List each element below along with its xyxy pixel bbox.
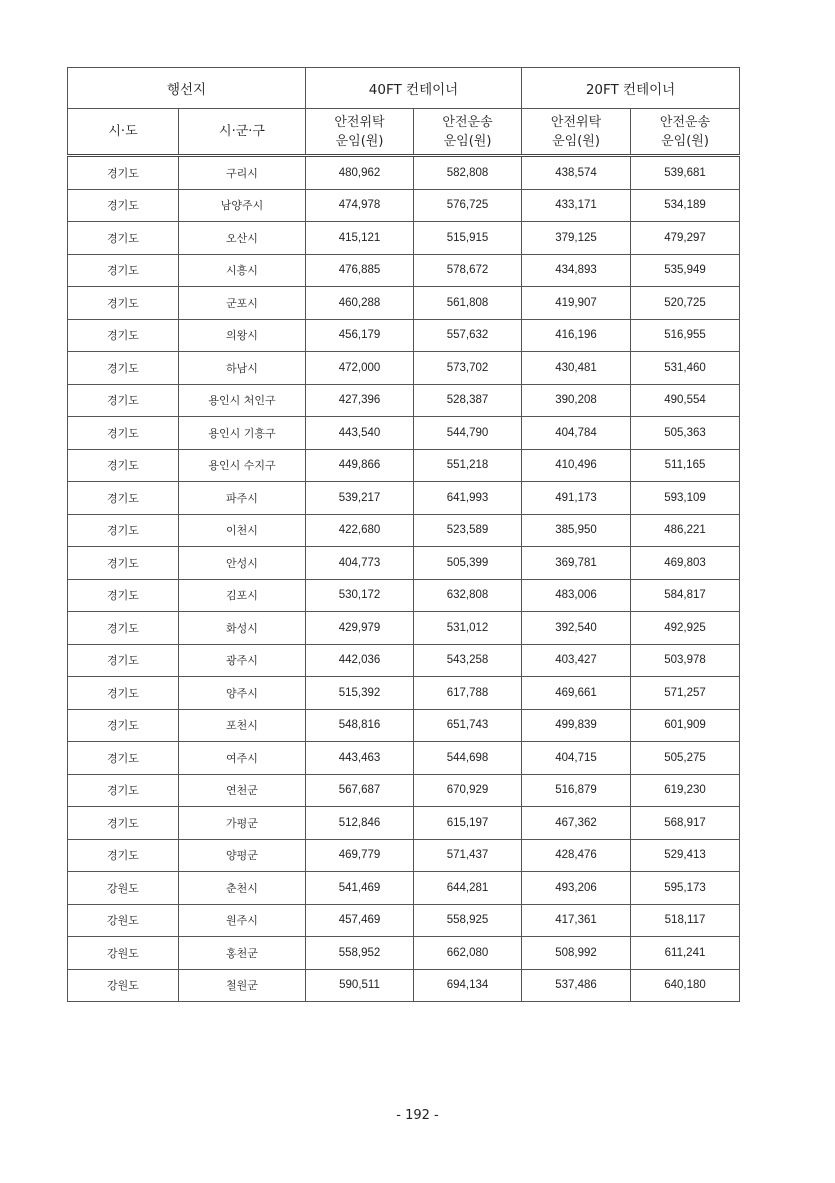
cell-20ft-consign-rate: 410,496 — [522, 449, 631, 482]
cell-sigungu: 김포시 — [179, 579, 306, 612]
header-20ft-transport-line1: 안전운송 — [659, 114, 711, 130]
page-number: - 192 - — [396, 1108, 439, 1123]
cell-sigungu: 춘천시 — [179, 872, 306, 905]
cell-20ft-consign-rate: 403,427 — [522, 644, 631, 677]
cell-20ft-consign-rate: 516,879 — [522, 774, 631, 807]
cell-sido: 경기도 — [68, 156, 179, 190]
cell-40ft-consign-rate: 548,816 — [306, 709, 414, 742]
cell-20ft-consign-rate: 428,476 — [522, 839, 631, 872]
cell-20ft-transport-rate: 516,955 — [631, 319, 740, 352]
cell-40ft-transport-rate: 531,012 — [414, 612, 522, 645]
cell-40ft-transport-rate: 615,197 — [414, 807, 522, 840]
cell-sigungu: 화성시 — [179, 612, 306, 645]
cell-40ft-consign-rate: 476,885 — [306, 254, 414, 287]
cell-40ft-consign-rate: 469,779 — [306, 839, 414, 872]
cell-20ft-consign-rate: 416,196 — [522, 319, 631, 352]
freight-rate-table — [67, 67, 740, 1002]
cell-40ft-transport-rate: 544,698 — [414, 742, 522, 775]
cell-40ft-consign-rate: 422,680 — [306, 514, 414, 547]
table-row — [68, 449, 740, 482]
cell-sigungu: 원주시 — [179, 904, 306, 937]
cell-20ft-consign-rate: 419,907 — [522, 287, 631, 320]
cell-40ft-consign-rate: 480,962 — [306, 156, 414, 190]
cell-40ft-transport-rate: 557,632 — [414, 319, 522, 352]
cell-sido: 경기도 — [68, 222, 179, 255]
cell-40ft-consign-rate: 449,866 — [306, 449, 414, 482]
cell-20ft-transport-rate: 568,917 — [631, 807, 740, 840]
table-row — [68, 514, 740, 547]
header-20ft-container: 20FT 컨테이너 — [522, 68, 740, 109]
cell-sigungu: 포천시 — [179, 709, 306, 742]
cell-40ft-transport-rate: 561,808 — [414, 287, 522, 320]
header-20ft-consign-line2: 운임(원) — [552, 133, 600, 149]
cell-sigungu: 이천시 — [179, 514, 306, 547]
cell-sido: 경기도 — [68, 319, 179, 352]
cell-sido: 경기도 — [68, 417, 179, 450]
header-40ft-transport — [414, 109, 522, 156]
table-row — [68, 222, 740, 255]
table-row — [68, 287, 740, 320]
cell-20ft-consign-rate: 430,481 — [522, 352, 631, 385]
cell-sigungu: 시흥시 — [179, 254, 306, 287]
cell-40ft-transport-rate: 662,080 — [414, 937, 522, 970]
cell-20ft-transport-rate: 490,554 — [631, 384, 740, 417]
table-row — [68, 384, 740, 417]
cell-20ft-transport-rate: 511,165 — [631, 449, 740, 482]
cell-40ft-consign-rate: 404,773 — [306, 547, 414, 580]
cell-40ft-consign-rate: 460,288 — [306, 287, 414, 320]
cell-20ft-transport-rate: 469,803 — [631, 547, 740, 580]
cell-sigungu: 철원군 — [179, 969, 306, 1002]
cell-sido: 경기도 — [68, 547, 179, 580]
table-row — [68, 254, 740, 287]
cell-40ft-consign-rate: 443,463 — [306, 742, 414, 775]
cell-40ft-consign-rate: 590,511 — [306, 969, 414, 1002]
cell-20ft-consign-rate: 390,208 — [522, 384, 631, 417]
cell-20ft-transport-rate: 571,257 — [631, 677, 740, 710]
cell-40ft-consign-rate: 443,540 — [306, 417, 414, 450]
cell-20ft-transport-rate: 640,180 — [631, 969, 740, 1002]
cell-40ft-transport-rate: 551,218 — [414, 449, 522, 482]
table-row — [68, 644, 740, 677]
header-40ft-transport-line2: 운임(원) — [443, 133, 492, 149]
cell-20ft-consign-rate: 417,361 — [522, 904, 631, 937]
cell-sido: 경기도 — [68, 742, 179, 775]
cell-sido: 경기도 — [68, 807, 179, 840]
cell-20ft-consign-rate: 379,125 — [522, 222, 631, 255]
table-row — [68, 839, 740, 872]
cell-20ft-transport-rate: 534,189 — [631, 189, 740, 222]
cell-20ft-consign-rate: 537,486 — [522, 969, 631, 1002]
cell-20ft-transport-rate: 492,925 — [631, 612, 740, 645]
cell-sigungu: 하남시 — [179, 352, 306, 385]
cell-sigungu: 용인시 처인구 — [179, 384, 306, 417]
cell-20ft-transport-rate: 529,413 — [631, 839, 740, 872]
cell-sigungu: 의왕시 — [179, 319, 306, 352]
cell-sigungu: 용인시 수지구 — [179, 449, 306, 482]
cell-sigungu: 용인시 기흥구 — [179, 417, 306, 450]
cell-40ft-consign-rate: 530,172 — [306, 579, 414, 612]
cell-40ft-consign-rate: 456,179 — [306, 319, 414, 352]
cell-40ft-transport-rate: 694,134 — [414, 969, 522, 1002]
table-row — [68, 417, 740, 450]
table-row — [68, 969, 740, 1002]
cell-20ft-consign-rate: 434,893 — [522, 254, 631, 287]
cell-sigungu: 여주시 — [179, 742, 306, 775]
cell-20ft-transport-rate: 486,221 — [631, 514, 740, 547]
cell-20ft-transport-rate: 535,949 — [631, 254, 740, 287]
table-row — [68, 677, 740, 710]
cell-20ft-transport-rate: 611,241 — [631, 937, 740, 970]
cell-20ft-consign-rate: 438,574 — [522, 156, 631, 190]
header-20ft-transport-line2: 운임(원) — [661, 133, 709, 149]
cell-40ft-transport-rate: 558,925 — [414, 904, 522, 937]
cell-40ft-transport-rate: 528,387 — [414, 384, 522, 417]
table-row — [68, 352, 740, 385]
cell-20ft-transport-rate: 505,363 — [631, 417, 740, 450]
cell-sido: 경기도 — [68, 287, 179, 320]
cell-40ft-transport-rate: 644,281 — [414, 872, 522, 905]
cell-40ft-transport-rate: 523,589 — [414, 514, 522, 547]
cell-sido: 경기도 — [68, 677, 179, 710]
table-row — [68, 156, 740, 190]
cell-20ft-consign-rate: 493,206 — [522, 872, 631, 905]
cell-sido: 경기도 — [68, 774, 179, 807]
cell-20ft-transport-rate: 503,978 — [631, 644, 740, 677]
table-row — [68, 579, 740, 612]
header-destination: 행선지 — [68, 68, 306, 109]
header-20ft-consign-line1: 안전위탁 — [550, 114, 602, 130]
cell-20ft-consign-rate: 369,781 — [522, 547, 631, 580]
cell-40ft-consign-rate: 429,979 — [306, 612, 414, 645]
cell-sigungu: 홍천군 — [179, 937, 306, 970]
table-row — [68, 547, 740, 580]
cell-40ft-transport-rate: 571,437 — [414, 839, 522, 872]
cell-20ft-transport-rate: 619,230 — [631, 774, 740, 807]
table-row — [68, 807, 740, 840]
cell-sigungu: 구리시 — [179, 156, 306, 190]
header-40ft-consign-line2: 운임(원) — [335, 133, 384, 149]
cell-20ft-transport-rate: 520,725 — [631, 287, 740, 320]
table-row — [68, 612, 740, 645]
cell-20ft-consign-rate: 467,362 — [522, 807, 631, 840]
cell-sigungu: 오산시 — [179, 222, 306, 255]
cell-40ft-transport-rate: 578,672 — [414, 254, 522, 287]
cell-sigungu: 남양주시 — [179, 189, 306, 222]
cell-sigungu: 양주시 — [179, 677, 306, 710]
cell-20ft-consign-rate: 404,784 — [522, 417, 631, 450]
table-row — [68, 774, 740, 807]
table-row — [68, 189, 740, 222]
cell-40ft-transport-rate: 641,993 — [414, 482, 522, 515]
header-sido: 시·도 — [68, 109, 179, 156]
cell-40ft-consign-rate: 472,000 — [306, 352, 414, 385]
cell-sido: 경기도 — [68, 644, 179, 677]
cell-40ft-consign-rate: 515,392 — [306, 677, 414, 710]
cell-sido: 경기도 — [68, 839, 179, 872]
cell-sido: 경기도 — [68, 579, 179, 612]
cell-sigungu: 군포시 — [179, 287, 306, 320]
cell-40ft-consign-rate: 539,217 — [306, 482, 414, 515]
header-40ft-consign — [306, 109, 414, 156]
cell-sigungu: 연천군 — [179, 774, 306, 807]
cell-sido: 경기도 — [68, 482, 179, 515]
cell-sido: 경기도 — [68, 449, 179, 482]
cell-40ft-consign-rate: 415,121 — [306, 222, 414, 255]
cell-sido: 경기도 — [68, 612, 179, 645]
cell-sigungu: 양평군 — [179, 839, 306, 872]
cell-sido: 강원도 — [68, 937, 179, 970]
header-20ft-transport — [631, 109, 740, 156]
table-row — [68, 904, 740, 937]
cell-sido: 경기도 — [68, 254, 179, 287]
cell-sido: 경기도 — [68, 709, 179, 742]
cell-20ft-consign-rate: 385,950 — [522, 514, 631, 547]
cell-40ft-transport-rate: 670,929 — [414, 774, 522, 807]
cell-20ft-consign-rate: 404,715 — [522, 742, 631, 775]
header-row-columns — [68, 109, 740, 156]
cell-20ft-consign-rate: 392,540 — [522, 612, 631, 645]
cell-20ft-consign-rate: 491,173 — [522, 482, 631, 515]
cell-40ft-transport-rate: 632,808 — [414, 579, 522, 612]
cell-20ft-transport-rate: 531,460 — [631, 352, 740, 385]
cell-40ft-transport-rate: 617,788 — [414, 677, 522, 710]
cell-40ft-transport-rate: 651,743 — [414, 709, 522, 742]
cell-40ft-transport-rate: 582,808 — [414, 156, 522, 190]
cell-sido: 경기도 — [68, 384, 179, 417]
cell-40ft-consign-rate: 567,687 — [306, 774, 414, 807]
cell-20ft-consign-rate: 508,992 — [522, 937, 631, 970]
cell-40ft-transport-rate: 576,725 — [414, 189, 522, 222]
cell-40ft-consign-rate: 457,469 — [306, 904, 414, 937]
cell-40ft-transport-rate: 544,790 — [414, 417, 522, 450]
cell-sido: 강원도 — [68, 969, 179, 1002]
cell-sido: 강원도 — [68, 904, 179, 937]
cell-20ft-consign-rate: 483,006 — [522, 579, 631, 612]
cell-20ft-consign-rate: 469,661 — [522, 677, 631, 710]
table-row — [68, 742, 740, 775]
cell-40ft-consign-rate: 558,952 — [306, 937, 414, 970]
cell-20ft-transport-rate: 593,109 — [631, 482, 740, 515]
cell-sido: 경기도 — [68, 514, 179, 547]
header-20ft-consign — [522, 109, 631, 156]
table-row — [68, 482, 740, 515]
cell-40ft-transport-rate: 573,702 — [414, 352, 522, 385]
cell-sigungu: 가평군 — [179, 807, 306, 840]
header-40ft-consign-line1: 안전위탁 — [334, 114, 385, 130]
table-row — [68, 937, 740, 970]
cell-40ft-consign-rate: 442,036 — [306, 644, 414, 677]
cell-sido: 강원도 — [68, 872, 179, 905]
cell-40ft-consign-rate: 474,978 — [306, 189, 414, 222]
table-body — [68, 156, 740, 1002]
cell-sido: 경기도 — [68, 352, 179, 385]
table-row — [68, 872, 740, 905]
header-40ft-transport-line1: 안전운송 — [442, 114, 493, 130]
cell-40ft-consign-rate: 512,846 — [306, 807, 414, 840]
table-row — [68, 709, 740, 742]
cell-40ft-transport-rate: 515,915 — [414, 222, 522, 255]
cell-sigungu: 광주시 — [179, 644, 306, 677]
header-sigungu: 시·군·구 — [179, 109, 306, 156]
cell-sido: 경기도 — [68, 189, 179, 222]
cell-40ft-consign-rate: 427,396 — [306, 384, 414, 417]
cell-sigungu: 안성시 — [179, 547, 306, 580]
cell-20ft-transport-rate: 505,275 — [631, 742, 740, 775]
header-row-groups — [68, 68, 740, 109]
cell-20ft-transport-rate: 584,817 — [631, 579, 740, 612]
cell-sigungu: 파주시 — [179, 482, 306, 515]
cell-40ft-consign-rate: 541,469 — [306, 872, 414, 905]
cell-20ft-transport-rate: 479,297 — [631, 222, 740, 255]
cell-40ft-transport-rate: 505,399 — [414, 547, 522, 580]
cell-20ft-transport-rate: 539,681 — [631, 156, 740, 190]
header-40ft-container: 40FT 컨테이너 — [306, 68, 522, 109]
cell-20ft-transport-rate: 595,173 — [631, 872, 740, 905]
cell-20ft-transport-rate: 518,117 — [631, 904, 740, 937]
cell-40ft-transport-rate: 543,258 — [414, 644, 522, 677]
table-row — [68, 319, 740, 352]
cell-20ft-transport-rate: 601,909 — [631, 709, 740, 742]
cell-20ft-consign-rate: 433,171 — [522, 189, 631, 222]
cell-20ft-consign-rate: 499,839 — [522, 709, 631, 742]
